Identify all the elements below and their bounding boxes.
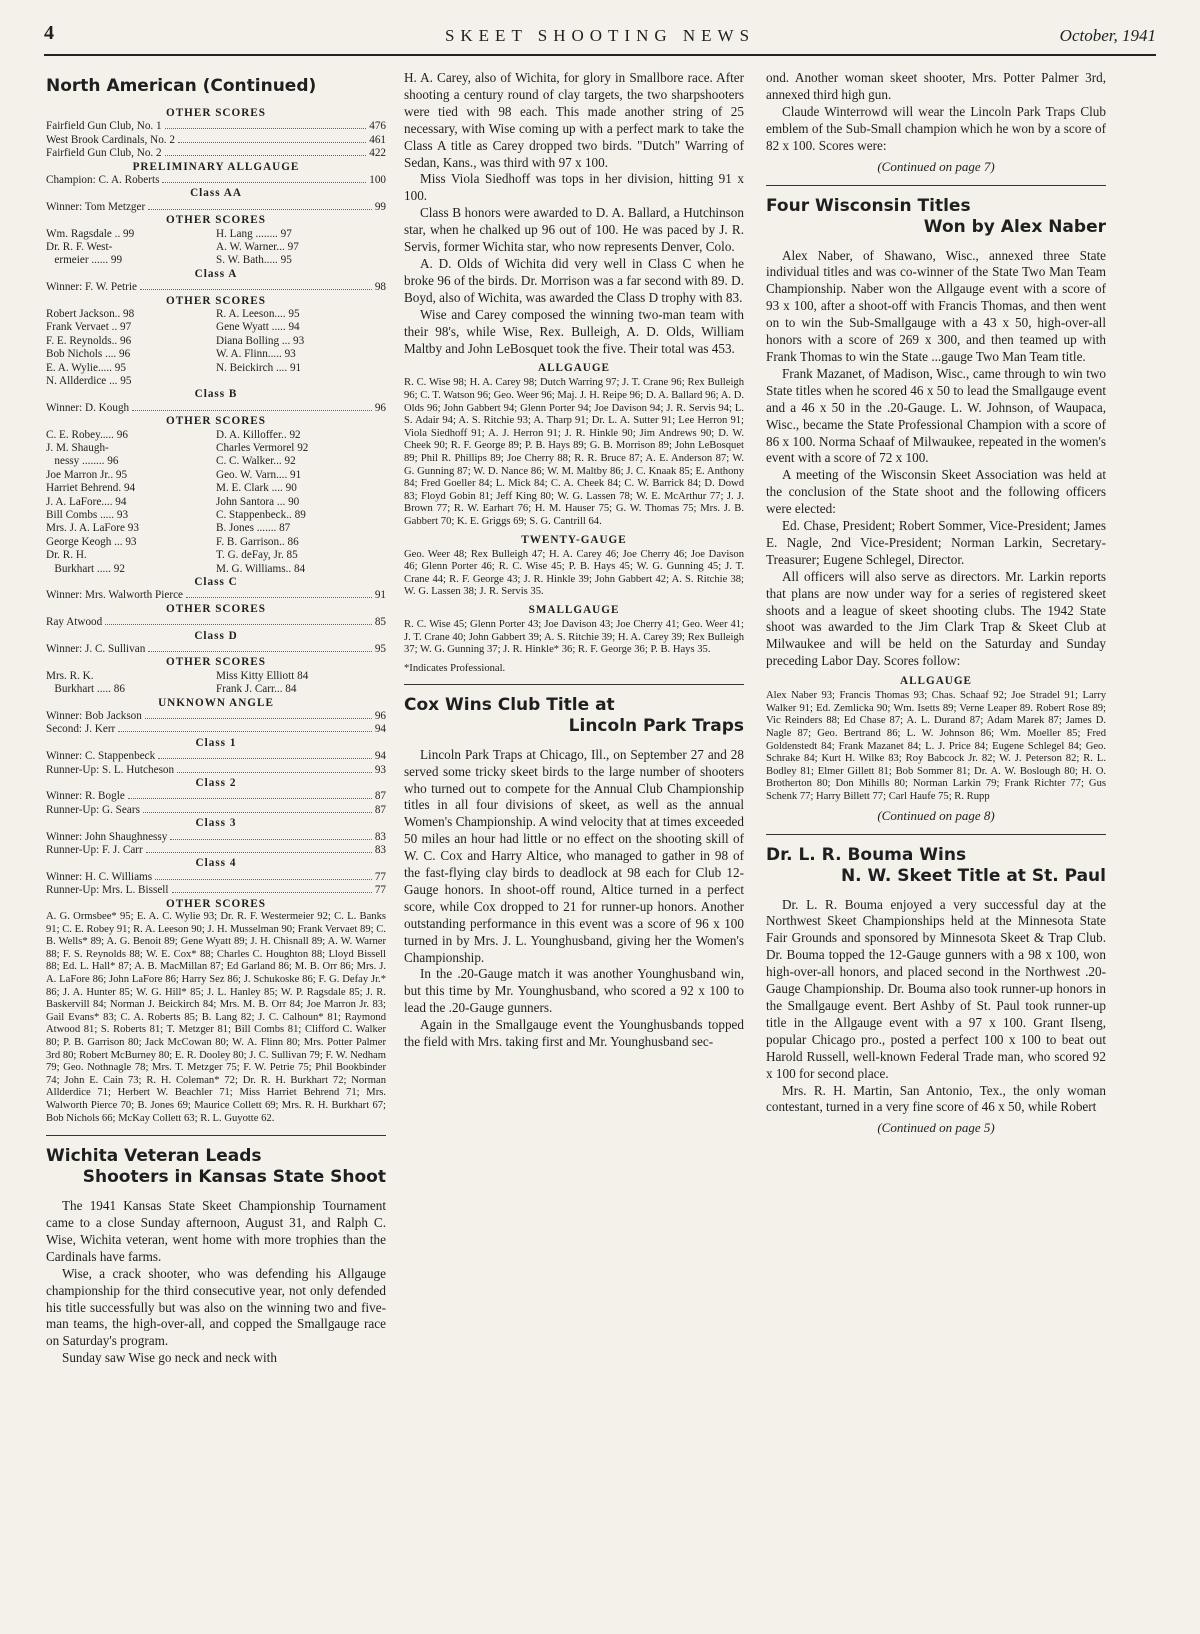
result-row (46, 402, 386, 415)
paragraph: A meeting of the Wisconsin Skeet Association was held at the conclusion of the State shoot and the following officers were elected: (766, 467, 1106, 517)
column-2 (404, 70, 744, 1620)
leader-dots (148, 209, 372, 210)
results-subheading: OTHER SCORES (166, 602, 266, 615)
result-line: Mrs. R. K. (46, 669, 94, 682)
results-subheading: OTHER SCORES (166, 214, 266, 227)
result-line: Frank Vervaet .. 97 (46, 321, 132, 334)
title-line-1: Dr. L. R. Bouma Wins (766, 844, 967, 865)
results-subheading: PRELIMINARY ALLGAUGE (132, 160, 300, 173)
result-name: Winner: Mrs. Walworth Pierce (46, 589, 184, 602)
paragraph: Dr. L. R. Bouma enjoyed a very successful day at the Northwest Skeet Championships held at the Minnesota State Fair Grounds and sponsored by Minnesota Skeet & Trap Club. Dr. Bouma topped the 12-Gauge gunners with a 98 x 100, won high-over-all honors, and placed second in the Northwest .20-Gauge Championship. Dr. Bouma also took runner-up honors in the Smallgauge event. Bert Ashby of St. Paul took runner-up title in the Allgauge event with a 97 x 100. Grant Ilseng, popular Chicago pro., posted a perfect 100 x 100 to beat out Harold Russell, well-known Federal Trade man, who scored 92 x 100 for second place. (766, 896, 1106, 1081)
result-line: Harriet Behrend. 94 (46, 482, 136, 495)
paragraph: In the .20-Gauge match it was another Younghusband win, but this time by Mr. Younghusband, who scored a 92 x 100 to lead the .20-Gauge gunners. (404, 966, 744, 1016)
paragraph: ond. Another woman skeet shooter, Mrs. Potter Palmer 3rd, annexed third high gun. (766, 70, 1106, 102)
leader-dots (146, 852, 372, 853)
column-1 (46, 70, 386, 1620)
smallgauge-scores: R. C. Wise 45; Glenn Porter 43; Joe Davison 43; Joe Cherry 41; Geo. Weer 41; J. T. Crane 40; John Gabbert 39; A. S. Ritchie 39; H. A. Carey 39; Rex Bulleigh 37; W. G. Gunning 37; J. R. Hinkle* 36; R. F. George 36; P. B. Hays 35. (404, 618, 744, 656)
paragraph: Mrs. R. H. Martin, San Antonio, Tex., the only woman contestant, turned in a very fine score of 46 x 50, while Robert (766, 1082, 1106, 1115)
result-name: West Brook Cardinals, No. 2 (46, 133, 175, 146)
result-score: 93 (374, 763, 386, 776)
result-line: Robert Jackson.. 98 (46, 308, 135, 321)
result-line: M. G. Williams.. 84 (216, 562, 306, 575)
result-line: T. G. deFay, Jr. 85 (216, 549, 298, 562)
leader-dots (178, 142, 366, 143)
leader-dots (118, 731, 372, 732)
result-name: Runner-Up: Mrs. L. Bissell (46, 884, 169, 897)
result-line: Mrs. J. A. LaFore 93 (46, 522, 139, 535)
paragraph: Wise, a crack shooter, who was defending his Allgauge championship for the third consecutive year, not only defended his title successfully but was also on the winning two and five-man teams, the high-over-all, and copped the Smallgauge race on Saturday's program. (46, 1265, 386, 1349)
leader-dots (177, 772, 372, 773)
leader-dots (172, 892, 372, 893)
article-title-cox (404, 695, 744, 737)
article-title-bouma (766, 845, 1106, 887)
paragraph: Sunday saw Wise go neck and neck with (62, 1350, 277, 1366)
results-subheading: Class AA (190, 187, 242, 200)
result-line: Diana Bolling ... 93 (216, 334, 305, 347)
results-subheading: Class 3 (195, 817, 237, 830)
paragraph: Frank Mazanet, of Madison, Wisc., came through to win two State titles when he scored 46 x 50 to lead the Smallgauge event and a 46 x 50 in the .20-Gauge. L. W. Johnson, of Waupaca, Wisc., became the State Professional Champion with a score of 86 x 100. Norma Schaaf of Milwaukee, repeated in the women's event with a score of 72 x 100. (766, 365, 1106, 466)
leader-dots (105, 624, 372, 625)
result-score: 476 (369, 120, 386, 133)
result-score: 422 (369, 147, 386, 160)
result-score: 85 (374, 616, 386, 629)
results-subheading: OTHER SCORES (166, 107, 266, 119)
result-score: 91 (374, 589, 386, 602)
result-line: John Santora ... 90 (216, 495, 300, 508)
page-header (44, 22, 1156, 52)
paragraph: Again in the Smallgauge event the Younghusbands topped the field with Mrs. taking first and Mr. Younghusband sec- (404, 1017, 744, 1050)
result-line: D. A. Killoffer.. 92 (216, 428, 301, 441)
result-name: Champion: C. A. Roberts (46, 174, 160, 187)
result-line: B. Jones ....... 87 (216, 522, 291, 535)
leader-dots (143, 812, 372, 813)
leader-dots (132, 410, 372, 411)
paragraph: Ed. Chase, President; Robert Sommer, Vice-President; James E. Nagle, 2nd Vice-President; Norman Larkin, Secretary-Treasurer; Eugene Schlegel, Director. (766, 518, 1106, 567)
result-line (216, 375, 386, 388)
result-name: Fairfield Gun Club, No. 2 (46, 147, 162, 160)
result-score: 96 (374, 709, 386, 722)
result-score: 77 (374, 884, 386, 897)
results-two-column (46, 308, 386, 388)
result-line: nessy ........ 96 (46, 455, 119, 468)
results-subheading: Class D (194, 629, 238, 642)
title-line-2: Lincoln Park Traps (568, 715, 744, 736)
results-column-l (46, 670, 216, 697)
title-line-2: Won by Alex Naber (923, 216, 1106, 237)
result-row (46, 871, 386, 884)
result-name: Winner: R. Bogle (46, 790, 125, 803)
footnote: *Indicates Professional. (404, 662, 506, 674)
leader-dots (158, 758, 372, 759)
result-score: 95 (374, 642, 386, 655)
continued-note: (Continued on page 5) (877, 1120, 995, 1136)
result-score: 96 (374, 401, 386, 414)
result-line: E. A. Wylie..... 95 (46, 361, 126, 374)
result-row (46, 750, 386, 763)
header-rule (44, 54, 1156, 56)
leader-dots (128, 798, 372, 799)
title-line-2: N. W. Skeet Title at St. Paul (840, 865, 1106, 886)
article-body-cox (404, 747, 744, 1051)
paragraph: Lincoln Park Traps at Chicago, Ill., on September 27 and 28 served some tricky skeet birds to the large number of shooters who turned out to compete for the Annual Club Championship titles in all four divisions of skeet, as well as the annual Women's Championship. A wind velocity that at times exceeded 50 miles an hour had little or no effect on the shooting skill of W. C. Cox and Harry Altice, who managed to gather in 98 of the fast-flying clay birds to deadlock at 98 each for Club 12-Gauge honors. In shoot-off round, Altice turned in a perfect score, while Cox dropped to 21 for runner-up honors. Another outstanding performance in this event was a score of 96 x 100 turned in by Mrs. J. L. Younghusband, giving her the Women's Championship. (404, 746, 744, 965)
paragraph: Alex Naber, of Shawano, Wisc., annexed three State individual titles and was co-winner of the State Two Man Team Championship. Naber won the Allgauge event with a score of 93 x 100, after a shoot-off with Francis Thomas, and then went on to win the Sub-Smallgauge with a 43 x 50, high-over-all honors with a score of 269 x 300, and then teamed up with Frank Thomas to win the State ...gauge Two Man Team title. (766, 247, 1106, 364)
result-row (46, 134, 386, 147)
results-column-r (216, 228, 386, 268)
result-line: Dr. R. F. West- (46, 241, 113, 254)
leader-dots (148, 651, 372, 652)
result-row (46, 281, 386, 294)
leader-dots (186, 597, 372, 598)
masthead: SKEET SHOOTING NEWS (444, 26, 756, 45)
section-rule (766, 834, 1106, 835)
leader-dots (165, 155, 367, 156)
paragraph: H. A. Carey, also of Wichita, for glory in Smallbore race. After shooting a century round of clay targets, the two sharpshooters were tied with 98 each. This made another string of 25 necessary, with Wise coming up with a perfect mark to take the Class A title as Carey dropped two birds. "Dutch" Warring of Sedan, Kans., was third with 97 x 100. (404, 70, 744, 170)
allgauge-scores: R. C. Wise 98; H. A. Carey 98; Dutch Warring 97; J. T. Crane 96; Rex Bulleigh 96; C. T. Watson 96; Geo. Weer 96; Maj. J. H. Reipe 96; D. A. Ballard 96; A. D. Olds 96; John Gabbert 94; Glenn Porter 94; Joe Davison 94; J. R. Servis 94; L. S. Adair 94; A. S. Ritchie 93; A. Tharp 91; Dr. L. A. Sutter 91; Lee Herron 91; Viola Siedhoff 91; A. J. Herron 91; J. R. Hinkle 90; Jim Andrews 90; D. W. Cheek 90; R. F. George 89; P. B. Hays 89; G. B. Morrison 89; John LeBosquet 89; Phil R. Phillips 89; Joe Cherry 88; R. R. Bruce 87; A. E. Anderson 87; W. G. Gunning 87; W. D. Nance 86; W. M. Maltby 86; J. C. Knaak 85; E. Anthony 84; Fred Goeller 84; L. Mick 84; C. A. Cheek 84; C. W. Barrick 84; D. Dowd 83; Floyd Gobin 81; Jeff King 80; W. G. Lassen 78; W. E. McArthur 77; J. J. Brown 77; R. W. Earhart 76; H. M. Hauser 75; G. W. Thomas 75; Mrs. J. B. Gabbert 70; K. E. Griggs 69; S. G. Cantrill 64. (404, 377, 744, 527)
leader-dots (140, 289, 372, 290)
result-line: F. E. Reynolds.. 96 (46, 334, 132, 347)
result-row (46, 589, 386, 602)
result-line: C. E. Robey..... 96 (46, 428, 128, 441)
result-line: R. A. Leeson.... 95 (216, 308, 300, 321)
continued-note: (Continued on page 8) (877, 807, 995, 823)
result-name: Runner-Up: S. L. Hutcheson (46, 763, 175, 776)
result-row (46, 147, 386, 160)
article-title-wisconsin (766, 196, 1106, 238)
section-rule (46, 1135, 386, 1136)
paragraph: Class B honors were awarded to D. A. Ballard, a Hutchinson star, when he chalked up 96 out of 100. He was paced by J. R. Servis, former Wichita star, who now represents Denver, Colo. (404, 205, 744, 255)
results-list (46, 107, 386, 911)
result-score: 83 (374, 830, 386, 843)
result-line: C. C. Walker... 92 (216, 455, 296, 468)
result-line: Geo. W. Varn.... 91 (216, 468, 302, 481)
article-body-bouma (766, 897, 1106, 1117)
result-name: Second: J. Kerr (46, 723, 116, 736)
other-scores-text: A. G. Ormsbee* 95; E. A. C. Wylie 93; Dr. R. F. Westermeier 92; C. L. Banks 91; C. E. Robey 91; R. A. Leeson 90; J. H. Musselman 90; Frank Vervaet 89; C. B. Wells* 89; A. G. Benoit 89; Gene Wyatt 89; J. H. Chisnall 89; A. W. Warner 88; F. S. Reynolds 88; W. E. Cox* 88; Charles C. Houghton 88; Lloyd Bissell 88; Ed. L. Hall* 87; A. B. MacMillan 87; Ed Garland 86; M. B. Orr 86; Mrs. J. A. LaFore 86; John LaFore 86; Harry Sez 86; J. Schukoske 86; F. G. Defay Jr.* 86; J. A. Hunter 85; W. G. Hill* 85; J. L. Hanley 85; W. P. Ragsdale 85; J. R. Baskervill 84; Norman J. Beickirch 84; Mrs. M. B. Orr 84; Joe Marron Jr. 83; Gail Evans* 83; C. A. Roberts 85; B. Lang 82; J. C. Calhoun* 81; Raymond Atwood 81; S. Roberts 81; T. Metzger 81; Bill Combs 81; Clifford C. Walker 80; P. B. Garrison 80; Jack McCowan 80; W. A. Flinn 80; Mrs. Potter Palmer 3rd 80; Robert McBurney 80; E. R. Dooley 80; J. C. Sullivan 79; F. W. Nedham 79; Geo. Nothnagle 78; Mrs. T. Metzger 75; F. W. Petrie 75; Phil Bookbinder 74; John E. Cain 73; R. H. Coleman* 72; Dr. R. H. Burkhart 72; Norman Allderdice 71; Herbert W. Beachler 71; Miss Harriet Behrend 71; Mrs. Walworth Pierce 70; B. Jones 69; Maurice Collett 69; Mrs. R. H. Burkhart 67; Bob Nichols 66; McKay Collett 63; R. L. Guyotte 62. (46, 911, 386, 1124)
results-subheading: Class A (194, 267, 238, 280)
result-line: N. Allderdice ... 95 (46, 375, 132, 387)
result-score: 83 (374, 844, 386, 856)
result-name: Winner: Bob Jackson (46, 709, 142, 722)
result-score: 98 (374, 281, 386, 294)
result-name: Ray Atwood (46, 616, 103, 629)
paragraph: A. D. Olds of Wichita did very well in Class C when he broke 96 of the birds. Dr. Morrison was a far second with 89. D. Boyd, also of Wichita, was awarded the Class D trophy with 83. (404, 255, 744, 305)
page-number: 4 (44, 22, 54, 44)
result-name: Winner: H. C. Williams (46, 870, 153, 883)
results-column-r (216, 429, 386, 576)
result-row (46, 764, 386, 777)
result-score: 94 (374, 723, 386, 736)
results-subheading: Class 2 (195, 776, 237, 789)
results-two-column (46, 429, 386, 576)
column-3 (766, 70, 1106, 1620)
issue-date: October, 1941 (1059, 26, 1156, 45)
result-line: M. E. Clark .... 90 (216, 482, 297, 495)
results-subheading: OTHER SCORES (166, 897, 266, 910)
result-score: 99 (374, 200, 386, 213)
twenty-gauge-heading: TWENTY-GAUGE (521, 533, 627, 546)
result-line: Dr. R. H. (46, 549, 87, 562)
section-rule (404, 684, 744, 685)
leader-dots (165, 128, 367, 129)
title-text: North American (Continued) (46, 76, 317, 96)
result-row (46, 643, 386, 656)
result-line: C. Stappenbeck.. 89 (216, 508, 306, 521)
result-score: 94 (374, 750, 386, 763)
results-column-l (46, 308, 216, 388)
result-line: ermeier ...... 99 (46, 254, 123, 267)
result-name: Runner-Up: G. Sears (46, 803, 140, 816)
twenty-gauge-scores: Geo. Weer 48; Rex Bulleigh 47; H. A. Carey 46; Joe Cherry 46; Joe Davison 46; Glenn Porter 46; R. C. Wise 45; P. B. Hays 45; W. G. Gunning 45; J. T. Crane 44; R. F. George 43; J. R. Hinkle 39; John Gabbert 42; A. S. Ritchie 38; W. G. Lassen 38; J. R. Servis 35. (404, 548, 744, 598)
results-subheading: OTHER SCORES (166, 415, 266, 428)
paragraph: The 1941 Kansas State Skeet Championship Tournament came to a close Sunday afternoon, August 31, and Ralph C. Wise, Wichita veteran, went home with more trophies than the Cardinals have farms. (46, 1198, 386, 1264)
result-line: Joe Marron Jr.. 95 (46, 468, 128, 481)
result-row (46, 120, 386, 133)
result-line: N. Beickirch .... 91 (216, 361, 302, 374)
paragraph: Claude Winterrowd will wear the Lincoln Park Traps Club emblem of the Sub-Small champion which he won by a score of 82 x 100. Scores were: (766, 103, 1106, 153)
result-score: 77 (374, 870, 386, 883)
result-row (46, 844, 386, 857)
result-name: Winner: John Shaughnessy (46, 830, 168, 843)
allgauge-scores: Alex Naber 93; Francis Thomas 93; Chas. Schaaf 92; Joe Stradel 91; Larry Walker 91; Ed. Zemlicka 90; Wm. Isetts 89; Verne Leaper 89. Robert Rose 89; Vic Reinders 88; Ed Chase 87; A. L. Durand 87; Adam Marek 87; James D. Nagle 87; Geo. Bertrand 86; L. W. Johnson 86; Wm. Moeller 85; Fred Goldenstedt 84; Frank Mazanet 84; L. J. Price 84; Eugene Schlegel 84; Geo. Schrake 84; Kurt H. Wilke 83; Roy Babcock Jr. 82; W. J. Peterson 82; R. L. Bodley 81; Elmer Gillett 81; Bob Sommer 81; Dr. A. W. Boslough 80; H. O. Brotherton 80; Don Mihills 80; Norman Larkin 79; Frank Richter 77; Gus Schenk 77; Harry Billett 77; Carl Haufe 75; R. Rupp (766, 690, 1106, 802)
leader-dots (162, 182, 366, 183)
result-name: Runner-Up: F. J. Carr (46, 844, 143, 856)
results-column-r (216, 308, 386, 388)
results-column-r (216, 670, 386, 697)
result-line: Bob Nichols .... 96 (46, 348, 131, 361)
result-line: J. M. Shaugh- (46, 442, 109, 454)
title-line-2: Shooters in Kansas State Shoot (82, 1167, 386, 1188)
results-column-l (46, 429, 216, 576)
result-line: H. Lang ........ 97 (216, 227, 292, 240)
section-rule (766, 185, 1106, 186)
result-line: J. A. LaFore.... 94 (46, 495, 127, 508)
result-score: 87 (374, 803, 386, 816)
results-two-column (46, 670, 386, 697)
results-subheading: Class 4 (195, 857, 237, 870)
result-line: A. W. Warner... 97 (216, 241, 299, 254)
result-line: Burkhart ..... 86 (46, 683, 125, 696)
result-row (46, 710, 386, 723)
result-row (46, 616, 386, 629)
result-name: Winner: Tom Metzger (46, 200, 146, 213)
article-title-north-american (46, 76, 386, 97)
result-line: George Keogh ... 93 (46, 535, 137, 548)
leader-dots (145, 718, 372, 719)
result-row (46, 831, 386, 844)
result-line: Miss Kitty Elliott 84 (216, 669, 309, 682)
paragraph: Miss Viola Siedhoff was tops in her division, hitting 91 x 100. (404, 171, 744, 204)
result-line: Burkhart ..... 92 (46, 562, 125, 575)
result-score: 100 (369, 174, 386, 187)
results-subheading: Class 1 (195, 736, 237, 749)
results-subheading: OTHER SCORES (166, 294, 266, 307)
article-body-wichita-continued (404, 70, 744, 357)
result-score: 461 (369, 133, 386, 146)
article-body-cox-continued (766, 70, 1106, 155)
result-line: Bill Combs ..... 93 (46, 508, 129, 521)
article-body-wichita (46, 1198, 386, 1367)
result-name: Fairfield Gun Club, No. 1 (46, 120, 162, 133)
leader-dots (155, 879, 372, 880)
results-subheading: Class B (194, 388, 238, 401)
result-name: Winner: F. W. Petrie (46, 281, 137, 294)
result-row (46, 723, 386, 736)
paragraph: Wise and Carey composed the winning two-man team with their 98's, while Wise, Rex. Bulleigh, A. D. Olds, William Maltby and John LeBosquet took the five. Their total was 453. (404, 306, 744, 356)
result-row (46, 884, 386, 897)
result-score: 87 (374, 790, 386, 803)
title-line-1: Four Wisconsin Titles (766, 195, 971, 216)
result-line: Charles Vermorel 92 (216, 442, 309, 454)
result-line: S. W. Bath..... 95 (216, 254, 292, 267)
leader-dots (170, 839, 371, 840)
result-name: Winner: D. Kough (46, 401, 130, 414)
result-row (46, 804, 386, 817)
result-name: Winner: C. Stappenbeck (46, 750, 156, 763)
result-name: Winner: J. C. Sullivan (46, 642, 146, 655)
result-row (46, 174, 386, 187)
result-line: W. A. Flinn..... 93 (216, 348, 296, 361)
results-subheading: UNKNOWN ANGLE (158, 696, 274, 709)
article-body-wisconsin (766, 248, 1106, 671)
results-two-column (46, 228, 386, 268)
result-row (46, 790, 386, 803)
result-line: Frank J. Carr... 84 (216, 683, 297, 696)
article-title-wichita (46, 1146, 386, 1188)
result-row (46, 201, 386, 214)
paragraph: All officers will also serve as directors. Mr. Larkin reports that plans are now under way for a series of registered skeet shoots and a league of skeet shooting clubs. The 1942 State shoot was awarded to the Jim Clark Trap & Skeet Club at Milwaukee and will be held on the Saturday and Sunday preceding Labor Day. Scores follow: (766, 568, 1106, 669)
results-column-l (46, 228, 216, 268)
results-subheading: Class C (194, 575, 238, 588)
smallgauge-heading: SMALLGAUGE (528, 603, 620, 616)
result-line: Wm. Ragsdale .. 99 (46, 227, 135, 240)
results-subheading: OTHER SCORES (166, 656, 266, 669)
result-line: Gene Wyatt ..... 94 (216, 321, 300, 334)
continued-note: (Continued on page 7) (877, 158, 995, 174)
allgauge-heading: ALLGAUGE (899, 675, 973, 688)
result-line: F. B. Garrison.. 86 (216, 535, 299, 548)
title-line-1: Cox Wins Club Title at (404, 694, 615, 715)
allgauge-heading: ALLGAUGE (537, 362, 611, 375)
title-line-1: Wichita Veteran Leads (46, 1146, 262, 1167)
